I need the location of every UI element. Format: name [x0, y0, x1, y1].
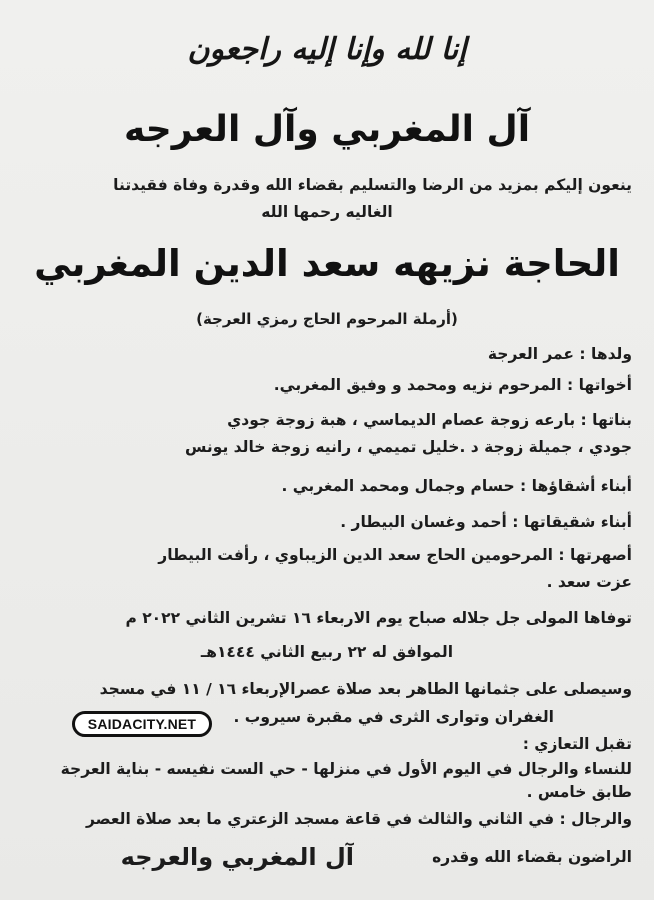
closing-text: الراضون بقضاء الله وقدره: [432, 848, 632, 866]
prayer-line-1: وسيصلى على جثمانها الطاهر بعد صلاة عصرالإربعاء ١٦ / ١١ في مسجد: [99, 680, 632, 698]
families-header: آل المغربي وآل العرجه: [123, 109, 531, 150]
condolences-line-1: للنساء والرجال في اليوم الأول في منزلها - حي الست نفيسه - بناية العرجة: [60, 760, 632, 778]
brothers-line: أخواتها : المرحوم نزيه ومحمد و وفيق المغربي.: [273, 376, 632, 394]
condolences-line-3: والرجال : في الثاني والثالث في قاعة مسجد الزعتري ما بعد صلاة العصر: [85, 810, 632, 828]
condolences-line-2: طابق خامس .: [526, 783, 632, 801]
prayer-line-2: الغفران وتوارى الثرى في مقبرة سيروب .: [233, 708, 554, 726]
in-laws-line-2: عزت سعد .: [546, 573, 632, 591]
sisters-sons-line: أبناء شقيقاتها : أحمد وغسان البيطار .: [340, 513, 632, 531]
brothers-sons-line: أبناء أشقاؤها : حسام وجمال ومحمد المغربي .: [281, 477, 632, 495]
death-date-line-2: الموافق له ٢٢ ربيع الثاني ١٤٤٤هـ: [200, 643, 454, 661]
deceased-name: الحاجة نزيهه سعد الدين المغربي: [34, 242, 620, 285]
condolences-title: تقبل التعازي :: [522, 735, 632, 753]
site-watermark: [72, 711, 212, 737]
in-laws-line-1: أصهرتها : المرحومين الحاج سعد الدين الزيباوي ، رأفت البيطار: [158, 546, 632, 564]
death-date-line-1: توفاها المولى جل جلاله صباح يوم الاربعاء ١٦ تشرين الثاني ٢٠٢٢ م: [125, 609, 632, 627]
intro-line-1: ينعون إليكم بمزيد من الرضا والتسليم بقضاء الله وقدرة وفاة فقيدتنا: [113, 176, 632, 194]
quran-verse: إنا لله وإنا إليه راجعون: [187, 32, 467, 67]
watermark-text: SAIDACITY.NET: [87, 716, 197, 732]
son-line: ولدها : عمر العرجة: [487, 345, 632, 363]
closing-families: آل المغربي والعرجه: [120, 843, 354, 871]
widow-of-line: (أرملة المرحوم الحاج رمزي العرجة): [196, 310, 458, 328]
intro-line-2: الغاليه رحمها الله: [261, 203, 393, 221]
daughters-line-1: بناتها : بارعه زوجة عصام الديماسي ، هبة زوجة جودي: [227, 411, 632, 429]
daughters-line-2: جودي ، جميلة زوجة د .خليل تميمي ، رانيه زوجة خالد يونس: [185, 438, 632, 456]
